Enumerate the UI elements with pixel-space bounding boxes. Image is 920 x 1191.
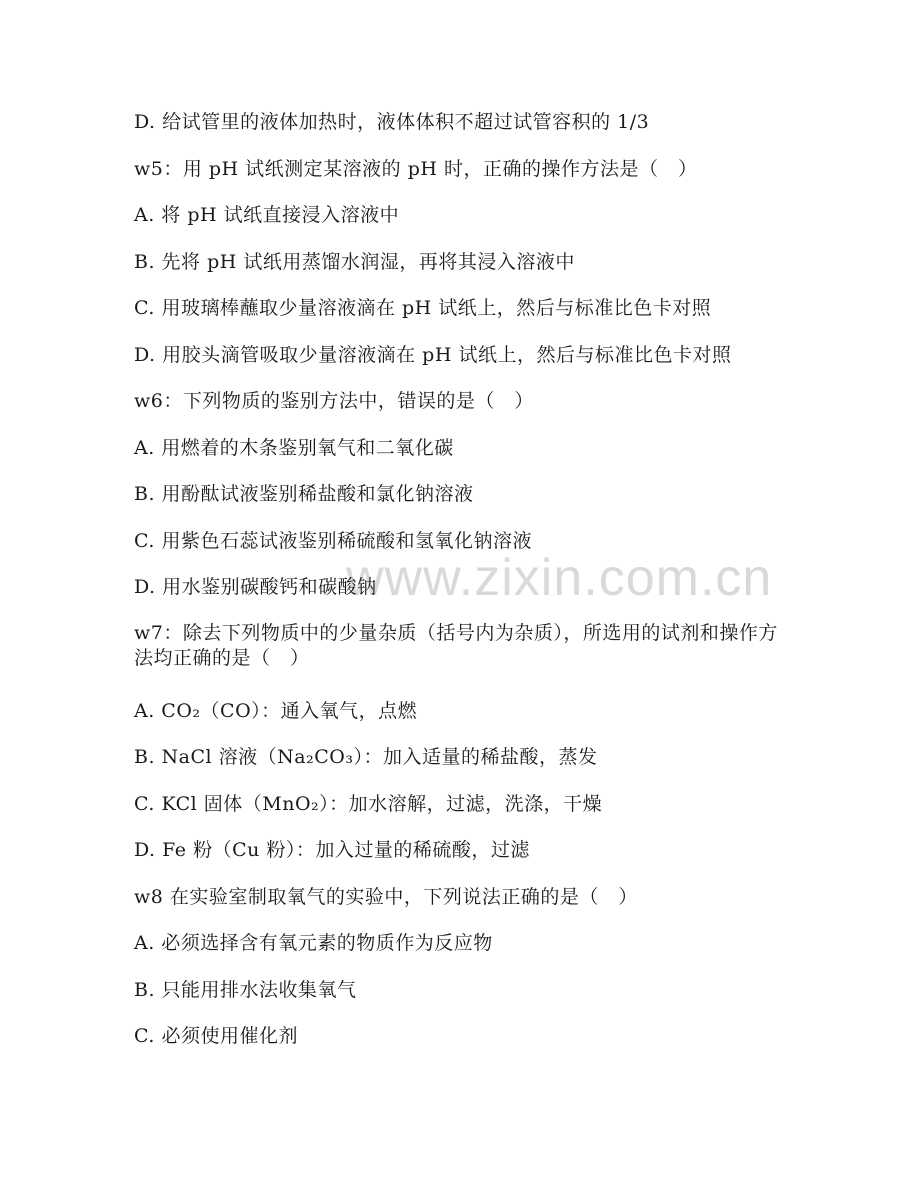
option-c-w7: C. KCl 固体（MnO₂）：加水溶解，过滤，洗涤，干燥 bbox=[134, 793, 603, 815]
option-b-w6: B. 用酚酞试液鉴别稀盐酸和氯化钠溶液 bbox=[134, 483, 474, 505]
question-w7: w7：除去下列物质中的少量杂质（括号内为杂质），所选用的试剂和操作方法均正确的是（ ） bbox=[134, 622, 778, 669]
option-a-w8: A. 必须选择含有氧元素的物质作为反应物 bbox=[134, 932, 493, 954]
question-w6: w6：下列物质的鉴别方法中，错误的是（ ） bbox=[134, 390, 534, 412]
watermark: www.zixin.com.cn bbox=[346, 549, 773, 607]
option-a-w6: A. 用燃着的木条鉴别氧气和二氧化碳 bbox=[134, 437, 454, 459]
option-d-q4: D. 给试管里的液体加热时，液体体积不超过试管容积的 1/3 bbox=[134, 111, 650, 133]
option-a-w7: A. CO₂（CO）：通入氧气，点燃 bbox=[134, 700, 418, 722]
question-w8: w8 在实验室制取氧气的实验中，下列说法正确的是（ ） bbox=[134, 886, 638, 908]
option-c-w8: C. 必须使用催化剂 bbox=[134, 1025, 298, 1047]
option-b-w7: B. NaCl 溶液（Na₂CO₃）：加入适量的稀盐酸，蒸发 bbox=[134, 746, 598, 768]
option-c-w5: C. 用玻璃棒蘸取少量溶液滴在 pH 试纸上，然后与标准比色卡对照 bbox=[134, 297, 712, 319]
option-c-w6: C. 用紫色石蕊试液鉴别稀硫酸和氢氧化钠溶液 bbox=[134, 530, 532, 552]
option-d-w7: D. Fe 粉（Cu 粉）：加入过量的稀硫酸，过滤 bbox=[134, 839, 530, 861]
option-a-w5: A. 将 pH 试纸直接浸入溶液中 bbox=[134, 204, 400, 226]
option-b-w8: B. 只能用排水法收集氧气 bbox=[134, 979, 357, 1001]
option-d-w6: D. 用水鉴别碳酸钙和碳酸钠 bbox=[134, 576, 377, 598]
option-b-w5: B. 先将 pH 试纸用蒸馏水润湿，再将其浸入溶液中 bbox=[134, 251, 575, 273]
question-w5: w5：用 pH 试纸测定某溶液的 pH 时，正确的操作方法是（ ） bbox=[134, 158, 698, 180]
option-d-w5: D. 用胶头滴管吸取少量溶液滴在 pH 试纸上，然后与标准比色卡对照 bbox=[134, 344, 732, 366]
